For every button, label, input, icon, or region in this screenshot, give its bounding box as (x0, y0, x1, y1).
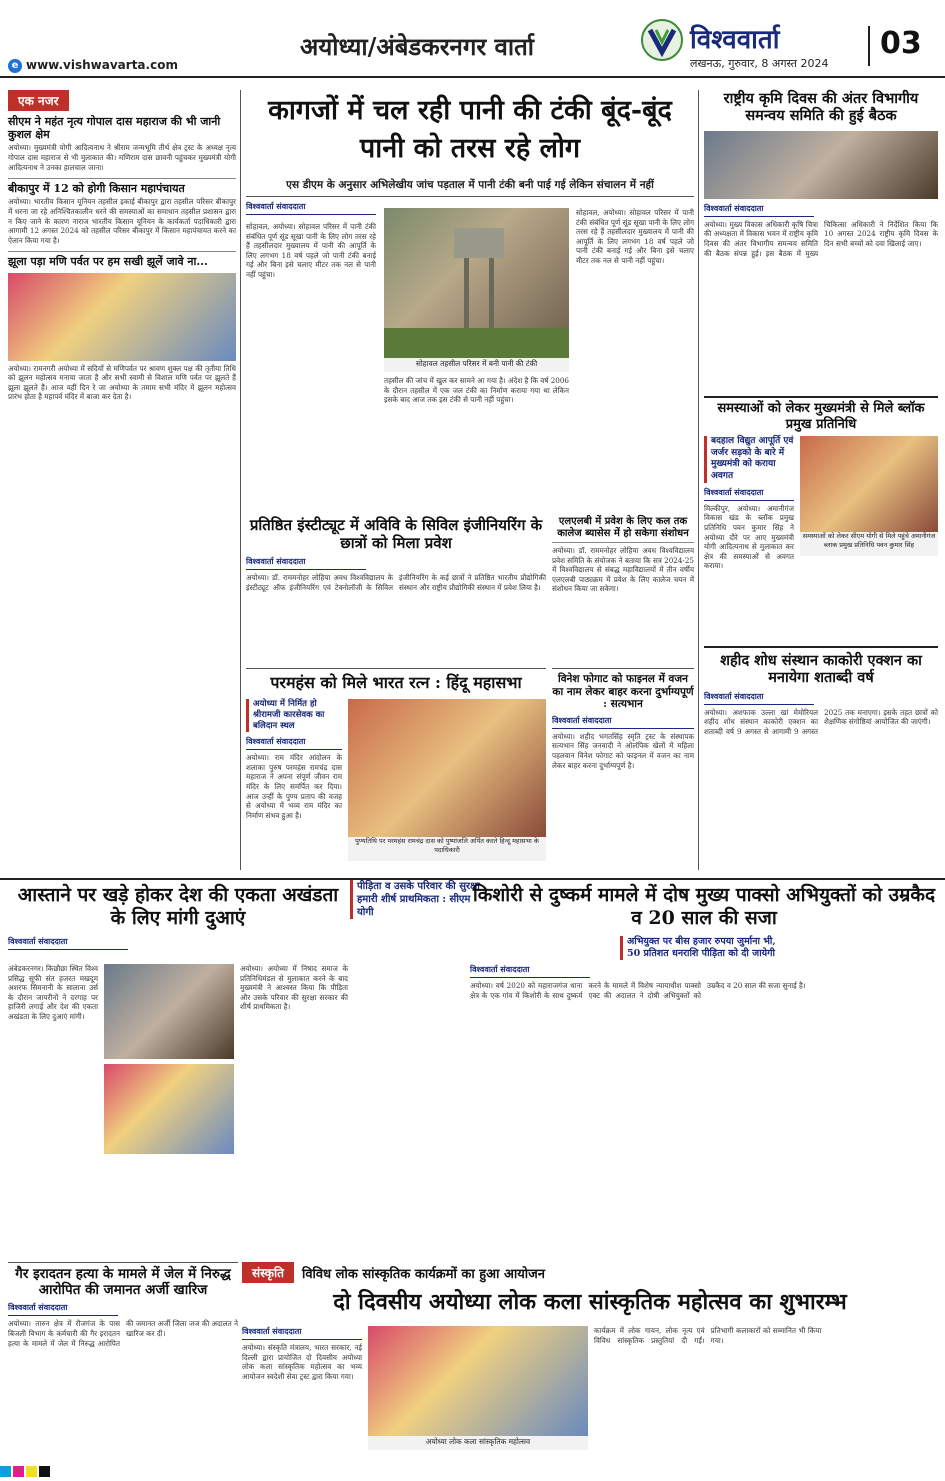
cm-meeting-byline: विश्ववार्ता संवाददाता (704, 487, 794, 501)
gair-byline: विश्ववार्ता संवाददाता (8, 1302, 118, 1316)
dargah-photo-1 (104, 964, 234, 1059)
gair-story (8, 1262, 238, 1458)
astane-body-2: अयोध्या। अयोध्या में निषाद समाज के प्रतिनिधिमंडल से मुलाकात करने के बाद मुख्यमंत्री ने आश्वस्त किया कि पीड़िता और उसके परिवार की सुरक्षा सरकार की शीर्ष प्राथमिकता है। (240, 964, 348, 1012)
sanskriti-story (242, 1262, 938, 1460)
sanskriti-tag: संस्कृति (242, 1262, 294, 1283)
astane-byline: विश्ववार्ता संवाददाता (8, 936, 128, 950)
sanskriti-caption: अयोध्या लोक कला सांस्कृतिक महोत्सव (368, 1436, 588, 1450)
festival-photo (368, 1326, 588, 1436)
kishori-story (470, 884, 938, 1174)
dateline: लखनऊ, गुरुवार, 8 अगस्त 2024 (690, 57, 829, 70)
kakori-body: अयोध्या। अशफाक उल्ला खां मेमोरियल शहीद शोध संस्थान काकोरी एक्शन का शताब्दी वर्ष 9 अगस्त से आगामी 9 अगस्त 2025 तक मनाएगा। इसके तहत छात्रों को शैक्षणिक संगोष्ठियां आयोजित की जाएंगी। (704, 707, 938, 736)
lead-story (246, 92, 694, 512)
paramhans-body: अयोध्या। राम मंदिर आंदोलन के शलाका पुरुष परमहंस रामचंद्र दास महाराज ने अपना संपूर्ण जीवन राम मंदिर के लिए समर्पित कर दिया। आज उन्हीं के पुण्य प्रताप की वजह से अयोध्या में भव्य राम मंदिर का निर्माण संभव हुआ है। (246, 753, 342, 820)
institute-body: अयोध्या। डॉ. राममनोहर लोहिया अवध विश्वविद्यालय के इंस्टीट्यूट ऑफ इंजीनियरिंग एवं टेक्नोलॉजी के सिविल इंजीनियरिंग के कई छात्रों ने प्रतिष्ठित भारतीय प्रौद्योगिकी संस्थान और राष्ट्रीय प्रौद्योगिकी संस्थान में प्रवेश लिया है। (246, 573, 546, 592)
cm-meeting-headline: समस्याओं को लेकर मुख्यमंत्री से मिले ब्लॉक प्रमुख प्रतिनिधि (704, 396, 938, 432)
brief-text-3: अयोध्या। रामनगरी अयोध्या में सदियों से मणिपर्वत पर श्रावण शुक्ल पक्ष की तृतीया तिथि को झूलन महोत्सव मनाया जाता है और सभी स्वामी से विशाल मणि पर्वत पर झूलते हैं झूला झूलते हैं। आज यहीं दिन रे जा अयोध्या के तमाम सभी मंदिर में झूलन महोत्सव प्रारंभ होता है महापर्व मंदिर में बाजा कर देता है। (8, 363, 236, 402)
brand-name: विश्ववार्ता (690, 25, 780, 55)
kriimi-byline: विश्ववार्ता संवाददाता (704, 203, 814, 217)
kishori-body: अयोध्या। वर्ष 2020 को महाराजगंज थाना क्षेत्र के एक गांव में किशोरी के साथ दुष्कर्म करने के मामले में विशेष न्यायाधीश पाक्सो एक्ट की अदालत ने दोषी अभियुक्तों को उम्रकैद व 20 साल की सजा सुनाई है। (470, 981, 806, 1000)
sanskriti-headline: दो दिवसीय अयोध्या लोक कला सांस्कृतिक महोत्सव का शुभारम्भ (333, 1289, 847, 1315)
llb-headline: एलएलबी में प्रवेश के लिए कल तक कालेज ब्यासेस में हो सकेगा संशोधन (552, 516, 694, 543)
kishori-byline: विश्ववार्ता संवाददाता (470, 964, 590, 978)
gair-body: अयोध्या। तारुन क्षेत्र में रौजगंज के पास बिजली विभाग के कर्मचारी की गैर इरादतन हत्या के मामले में जेल में निरुद्ध आरोपित की जमानत अर्जी जिला जज की अदालत ने खारिज कर दी। (8, 1319, 238, 1348)
astane-body: अंबेडकरनगर। किछौछा स्थित विश्व प्रसिद्ध सूफी संत हजरत मखदूम अशरफ सिमनानी के सालाना उर्स के दौरान जायरीनों ने दरगाह पर हाजिरी लगाई और देश की एकता अखंडता के लिए दुआएं मांगी। (8, 964, 98, 1021)
page-number: 03 (868, 26, 928, 66)
brief-headline-1: सीएम ने महंत नृत्य गोपाल दास महाराज की भी जानी कुशल क्षेम (8, 115, 221, 142)
paramhans-story (246, 668, 546, 874)
meeting-photo (704, 131, 938, 199)
website-url[interactable]: e www.vishwavarta.com (8, 58, 208, 76)
kakori-headline: शहीद शोध संस्थान काकोरी एक्शन का मनायेगा शताब्दी वर्ष (720, 652, 922, 687)
lead-body-2: तहसील की जांच में खुल कर सामने आ गया है। अंदेश है कि वर्ष 2006 के दौरान तहसील में एक जल टंकी का निर्माण कराया गया था लेकिन इसके बाद आज तक इस टंकी से पानी नहीं पहुंचा। (384, 376, 569, 405)
institute-headline: प्रतिष्ठित इंस्टीट्यूट में अविवि के सिविल इंजीनियरिंग के छात्रों को मिला प्रवेश (249, 516, 543, 552)
vinesh-body: अयोध्या। शहीद भगतसिंह स्मृति ट्रस्ट के संस्थापक सत्यभान सिंह जनवादी ने ओलंपिक खेलों में महिला पहलवान विनेश फोगाट को फाइनल में वजन का नाम लेकर बाहर करना दुर्भाग्यपूर्ण है। (552, 731, 694, 770)
section-title: अयोध्या/अंबेडकरनगर वार्ता (300, 32, 534, 61)
water-tank-photo (384, 208, 569, 358)
kakori-byline: विश्ववार्ता संवाददाता (704, 691, 814, 705)
sanskriti-byline: विश्ववार्ता संवाददाता (242, 1326, 362, 1340)
paramhans-quote: अयोध्या में निर्मित हो श्रीरामजी कारसेवक का बलिदान स्थल (246, 699, 342, 732)
cm-meeting-story (704, 396, 938, 646)
pidita-quote: पीड़िता व उसके परिवार की सुरक्षा हमारी शीर्ष प्राथमिकता : सीएम योगी (350, 880, 480, 919)
vinesh-byline: विश्ववार्ता संवाददाता (552, 715, 694, 729)
dargah-photo-2 (104, 1064, 234, 1154)
lead-deck: एस डीएम के अनुसार अभिलेखीय जांच पड़ताल में पानी टंकी बनी पाई गई लेकिन संचालन में नहीं (246, 178, 694, 197)
pidita-box (350, 880, 480, 918)
kishori-headline: किशोरी से दुष्कर्म मामले में दोष मुख्य पाक्सो अभियुक्तों को उम्रकैद व 20 साल की सजा (472, 884, 936, 929)
paramhans-photo (348, 699, 546, 837)
sanskriti-body-2: कार्यक्रम में लोक गायन, लोक नृत्य एवं विविध सांस्कृतिक प्रस्तुतियां दी गईं। प्रतिभागी कलाकारों को सम्मानित भी किया गया। (594, 1326, 822, 1345)
cm-meeting-photo (800, 436, 938, 532)
browser-icon: e (8, 59, 22, 73)
kakori-story (704, 646, 938, 878)
paramhans-byline: विश्ववार्ता संवाददाता (246, 736, 342, 750)
brief-text-1: अयोध्या। मुख्यमंत्री योगी आदित्यनाथ ने श्रीराम जन्मभूमि तीर्थ क्षेत्र ट्रस्ट के अध्यक्ष नृत्य गोपाल दास महाराज से भी मुलाकात की। मणिराम दास छावनी पहुंचकर मुख्यमंत्री योगी आदित्यनाथ ने उनका हालचाल जाना। (8, 143, 236, 172)
sanskriti-kicker: विविध लोक सांस्कृतिक कार्यक्रमों का हुआ आयोजन (301, 1266, 546, 1282)
kishori-quote: अभियुक्त पर बीस हजार रुपया जुर्माना भी, 50 प्रतिशत धनराशि पीड़िता को दी जायेगी (620, 936, 780, 961)
kriimi-body: अयोध्या। मुख्य विकास अधिकारी कृषि चित्रा की अध्यक्षता में विकास भवन में राष्ट्रीय कृमि दिवस की अंतर विभागीय समन्वय समिति की बैठक संपन्न हुई। इस बैठक में मुख्य चिकित्सा अधिकारी ने निर्देशित किया कि 10 अगस्त 2024 राष्ट्रीय कृमि दिवस के दिन सभी बच्चों को दवा खिलाई जाए। (704, 219, 938, 258)
sanskriti-body: अयोध्या। संस्कृति मंत्रालय, भारत सरकार, नई दिल्ली द्वारा प्रायोजित दो दिवसीय अयोध्या लोक कला सांस्कृतिक महोत्सव का भव्य आयोजन स्वदेशी सेवा ट्रस्ट द्वारा किया गया। (242, 1343, 362, 1381)
lead-byline: विश्ववार्ता संवाददाता (246, 201, 376, 215)
kriimi-story (704, 90, 938, 390)
brief-label: एक नजर (8, 90, 69, 111)
cm-meeting-body: मिल्कीपुर, अयोध्या। अमानीगंज विकास खंड के ब्लॉक प्रमुख प्रतिनिधि पवन कुमार सिंह ने अयोध्या दौरे पर आए मुख्यमंत्री योगी आदित्यनाथ से मुलाकात कर क्षेत्र की समस्याओं से अवगत कराया। (704, 503, 794, 571)
brief-column (8, 90, 236, 590)
astane-headline: आस्ताने पर खड़े होकर देश की एकता अखंडता के लिए मांगी दुआएं (17, 884, 339, 929)
lead-body-1: सोहावल, अयोध्या। सोहावल परिसर में पानी टंकी संबंधित पूर्ण सूंड सूखा पानी के लिए लोग तरस रहे हैं तहसीलदार मुख्यालय में पानी की आपूर्ति के लिए लगभग 18 वर्ष पहले जो पानी टंकी बनाई गई और बिना इसे चलाए मीटर तक नल से पानी नहीं पहुंचा। (246, 222, 376, 279)
color-registration-bar (0, 1462, 945, 1473)
paramhans-caption: पुण्यतिथि पर परमहंस रामचंद्र दास को पुष्पांजलि अर्पित करते हिन्दू महासभा के पदाधिकारी (348, 837, 546, 861)
lead-caption: सोहावल तहसील परिसर में बनी पानी की टंकी (384, 358, 569, 372)
vinesh-story (552, 668, 694, 874)
jhulan-photo (8, 273, 236, 361)
astane-story (8, 884, 348, 1259)
institute-story (246, 516, 694, 666)
cm-meeting-caption: समस्याओं को लेकर सीएम योगी से मिले पहुंचे अमानीगंज ब्लाक प्रमुख प्रतिनिधि पवन कुमार सिंह (800, 532, 938, 556)
brand-logo-icon (640, 18, 684, 62)
cm-meeting-quote: बदहाल विद्युत आपूर्ति एवं जर्जर सड़को के बारे में मुख्यमंत्री को कराया अवगत (704, 436, 794, 483)
llb-body: अयोध्या। डॉ. राममनोहर लोहिया अवध विश्वविद्यालय प्रवेश समिति के संयोजक ने बताया कि सत्र 2024-25 में विश्वविद्यालय से संबद्ध महाविद्यालयों में तीन वर्षीय एलएलबी पाठ्यक्रम में प्रवेश के लिए कालेज चयन में संशोधन किया जा सकेगा। (552, 546, 694, 594)
brief-headline-3: झूला पड़ा मणि पर्वत पर हम सखी झूलें जावे ना... (8, 251, 236, 268)
kriimi-headline: राष्ट्रीय कृमि दिवस की अंतर विभागीय समन्वय समिति की हुई बैठक (723, 90, 919, 125)
vinesh-headline: विनेश फोगाट को फाइनल में वजन का नाम लेकर बाहर करना दुर्भाग्यपूर्ण : सत्यभान (552, 673, 694, 711)
lead-body-3: सोहावल, अयोध्या। सोहावल परिसर में पानी टंकी संबंधित पूर्ण सूंड सूखा पानी के लिए लोग तरस रहे हैं तहसीलदार मुख्यालय में पानी की आपूर्ति के लिए लगभग 18 वर्ष पहले जो पानी टंकी बनाई गई और बिना इसे चलाए मीटर तक नल से पानी नहीं पहुंचा। (576, 208, 695, 265)
lead-headline: कागजों में चल रही पानी की टंकी बूंद-बूंद पानी को तरस रहे लोग (268, 95, 672, 164)
brief-headline-2: बीकापुर में 12 को होगी किसान महापंचायत (8, 178, 236, 195)
brief-text-2: अयोध्या। भारतीय किसान यूनियन तहसील इकाई बीकापुर द्वारा तहसील परिसर बीकापुर में धरना जा रहे अनिश्चितकालीन धरने की समस्याओं का समाधान तहसील प्रशासन द्वारा न किए जाने के कारण नाराज भारतीय किसान यूनियन के कार्यकर्ता पदाधिकारी द्वारा आगामी 12 अगस्त 2024 को तहसील परिसर बीकापुर में किसान महापंचायत करने का ऐलान किया गया है। (8, 197, 236, 245)
institute-byline: विश्ववार्ता संवाददाता (246, 556, 366, 570)
masthead (0, 0, 945, 78)
gair-headline: गैर इरादतन हत्या के मामले में जेल में निरुद्ध आरोपित की जमानत अर्जी खारिज (15, 1266, 231, 1299)
paramhans-headline: परमहंस को मिले भारत रत्न : हिंदू महासभा (270, 673, 522, 692)
